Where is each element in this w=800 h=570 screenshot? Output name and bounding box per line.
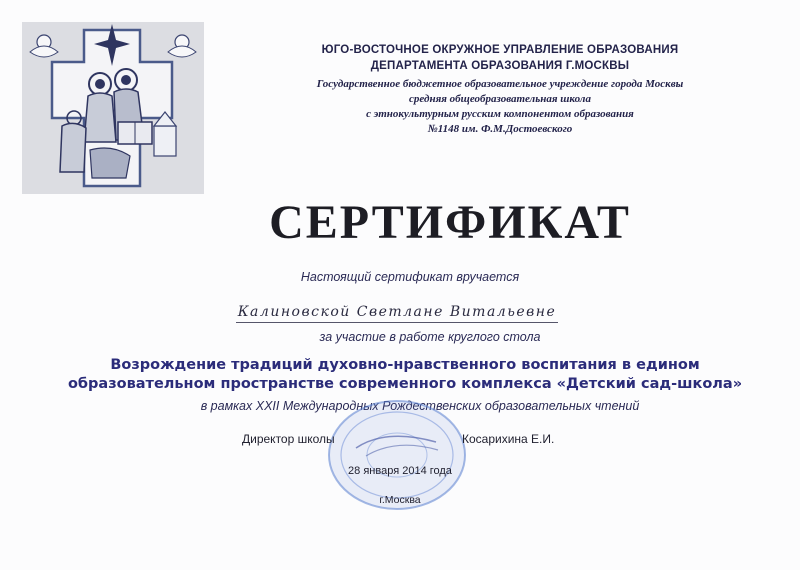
director-name: Косарихина Е.И. bbox=[462, 432, 555, 446]
header-line-2: ДЕПАРТАМЕНТА ОБРАЗОВАНИЯ Г.МОСКВЫ bbox=[370, 60, 630, 72]
topic-line-2: образовательном пространстве современного комплекса «Детский сад-школа» bbox=[67, 376, 743, 392]
director-label: Директор школы bbox=[242, 432, 335, 446]
participation-text: за участие в работе круглого стола bbox=[319, 330, 541, 344]
header-line-5: с этнокультурным русским компонентом образования bbox=[366, 108, 634, 120]
issue-city: г.Москва bbox=[379, 494, 421, 506]
header-line-6: №1148 им. Ф.М.Достоевского bbox=[427, 123, 573, 135]
certificate-title: СЕРТИФИКАТ bbox=[269, 196, 631, 249]
header-line-4: средняя общеобразовательная школа bbox=[409, 93, 591, 105]
within-text: в рамках XXII Международных Рождественских образовательных чтений bbox=[200, 399, 640, 413]
header-line-1: ЮГО-ВОСТОЧНОЕ ОКРУЖНОЕ УПРАВЛЕНИЕ ОБРАЗОВАНИЯ bbox=[321, 44, 679, 56]
presented-text: Настоящий сертификат вручается bbox=[300, 270, 520, 284]
recipient-name: Калиновской Светлане Витальевне bbox=[237, 304, 557, 320]
recipient-underline bbox=[236, 322, 558, 323]
header-line-3: Государственное бюджетное образовательное учреждение города Москвы bbox=[316, 78, 684, 90]
issue-date: 28 января 2014 года bbox=[348, 465, 452, 477]
icon-cross-emblem bbox=[22, 22, 204, 194]
topic-line-1: Возрождение традиций духовно-нравственного воспитания в едином bbox=[110, 357, 700, 373]
